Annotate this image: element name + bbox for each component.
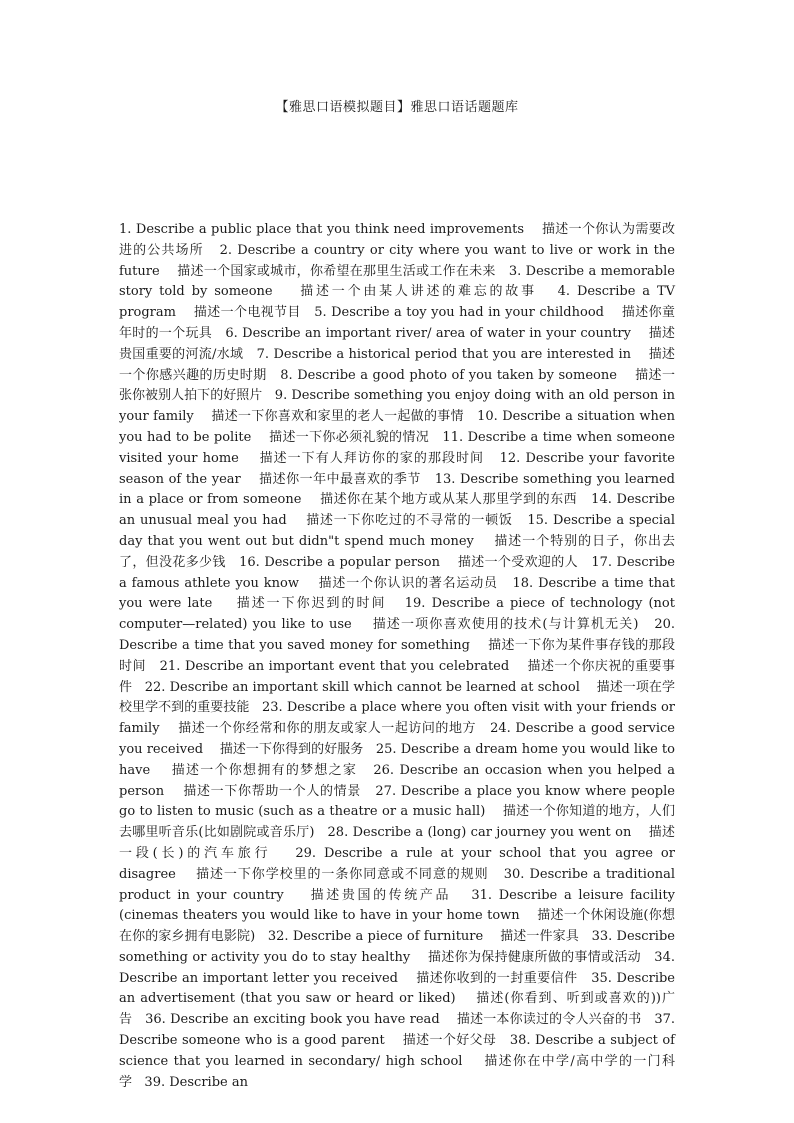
topic-item [255,929,579,944]
topic-number: 24. [490,721,511,737]
topic-number: 8. [280,367,293,383]
topic-english: Describe a leisure facility (cinemas theaters you would like to have in your home town [119,887,676,924]
topic-number: 9. [274,388,288,404]
topic-number: 16. [239,554,260,570]
topic-chinese: 描述一个你感兴趣的历史时期 [119,346,675,383]
topic-english: Describe a special day that you went out but didn"t spend much money [119,513,675,549]
topic-english: Describe a situation when you had to be polite [119,409,675,445]
topic-english: Describe a good service you received [119,721,675,757]
topic-english: Describe a time when someone visited your home [119,429,675,466]
topic-chinese: 描述你一年中最喜欢的季节 [259,471,421,487]
topic-number: 34. [654,949,675,965]
topic-number: 28. [327,825,349,841]
topic-number: 2. [219,242,232,258]
topic-chinese: 描述贵国重要的河流/水域 [119,325,675,362]
topic-number: 10. [477,409,498,425]
topic-number: 18. [512,575,534,591]
topic-number: 26. [373,762,395,778]
topic-english: Describe an occasion when you helped a person [119,762,675,799]
topic-number: 1. [119,222,132,237]
topic-chinese: 描述一个休闲设施(你想在你的家乡拥有电影院) [119,908,676,945]
topic-number: 29. [295,845,317,861]
topic-number: 7. [256,346,270,362]
topic-item [132,1075,248,1090]
topic-english: Describe a traditional product in your country [119,866,675,903]
topic-english: Describe an important event that you celebrated [184,658,510,674]
topic-chinese: 描述(你看到、听到或喜欢的))广告 [119,991,675,1028]
topic-chinese: 描述一个特别的日子，你出去了，但没花多少钱 [119,533,675,570]
topic-english: Describe an [169,1074,248,1090]
topic-item [132,1012,641,1027]
topic-chinese: 描述一项你喜欢使用的技术(与计算机无关) [372,617,639,633]
topic-english: Describe an exciting book you have read [170,1012,440,1028]
topic-chinese: 描述一下有人拜访你的家的那段时间 [259,450,485,466]
topic-chinese: 描述一个你认识的著名运动员 [318,575,498,591]
document-body [119,220,675,1093]
topic-chinese: 描述一下你学校里的一条你同意或不同意的规则 [196,866,489,882]
topic-number: 30. [503,866,525,882]
topic-chinese: 描述一个你想拥有的梦想之家 [171,762,358,778]
topic-number: 31. [471,887,492,903]
topic-chinese: 描述一个国家或城市，你希望在那里生活或工作在未来 [177,263,496,279]
topic-english: Describe a public place that you think need improvements [135,222,525,237]
topic-english: Describe someone who is a good parent [119,1033,385,1049]
topic-english: Describe an important letter you received [119,970,398,986]
topic-chinese: 描述你在中学/高中学的一门科学 [119,1053,676,1090]
topic-chinese: 描述一本你读过的令人兴奋的书 [456,1012,642,1028]
topic-english: Describe a historical period that you are interested in [273,346,631,362]
topic-number: 13. [434,471,456,487]
topic-chinese: 描述一个受欢迎的人 [457,554,578,570]
topic-chinese: 描述你为保持健康所做的事情或活动 [428,949,641,965]
topic-number: 27. [375,783,397,799]
topic-number: 21. [159,658,181,674]
topic-english: Describe a rule at your school that you agree or disagree [119,845,675,882]
topic-chinese: 描述一下你喜欢和家里的老人一起做的事情 [211,409,464,425]
topic-english: Describe an unusual meal you had [119,492,675,529]
topic-number: 12. [499,450,521,466]
topic-chinese: 描述一张你被别人拍下的好照片 [119,367,675,404]
topic-english: Describe a time that you were late [119,575,675,612]
topic-chinese: 描述贵国的传统产品 [310,887,452,903]
topic-number: 37. [654,1012,675,1028]
topic-number: 25. [375,741,397,757]
topic-number: 3. [508,263,522,279]
topic-chinese: 描述一个你庆祝的重要事件 [119,658,675,695]
topic-number: 6. [225,325,238,341]
topic-number: 32. [267,929,289,945]
topic-english: Describe something you learned in a place or from someone [119,471,675,508]
topic-number: 11. [442,429,464,445]
topic-item [226,555,578,570]
topic-chinese: 描述一下你得到的好服务 [219,741,364,757]
topic-english: Describe a time that you saved money for something [119,637,470,653]
topic-chinese: 描述一个你知道的地方，人们去哪里听音乐(比如剧院或音乐厅) [119,804,675,841]
topic-english: Describe something you enjoy doing with an old person in your family [119,388,675,425]
topic-chinese: 描述一段(长)的汽车旅行 [119,825,675,861]
topic-number: 38. [509,1033,531,1049]
topic-english: Describe a place you know where people go to listen to music (such as a theatre or a music hall) [119,783,675,820]
topic-chinese: 描述一个你认为需要改进的公共场所 [119,222,675,258]
topic-chinese: 描述一下你必须礼貌的情况 [269,429,430,445]
topic-english: Describe a memorable story told by someone [119,263,675,300]
topic-english: Describe a famous athlete you know [119,554,675,591]
topic-chinese: 描述一下你为某件事存钱的那段时间 [119,637,676,674]
topic-english: Describe a piece of furniture [292,929,484,945]
topic-number: 35. [591,970,612,986]
topic-english: Describe a subject of science that you learned in secondary/ high school [119,1033,675,1069]
topic-number: 19. [404,596,426,612]
topic-english: Describe an advertisement (that you saw or heard or liked) [119,970,675,1007]
topic-english: Describe a dream home you would like to have [119,741,675,778]
document-title: 【雅思口语模拟题目】雅思口语话题题库 [275,100,519,115]
topic-english: Describe a piece of technology (not computer—related) you like to use [119,596,675,633]
topic-english: Describe a place where you often visit with your friends or family [119,700,675,737]
topic-english: Describe a TV program [119,284,676,321]
topic-chinese: 描述一个你经常和你的朋友或家人一起访问的地方 [178,721,477,737]
topic-number: 22. [144,679,166,695]
topic-chinese: 描述一个好父母 [402,1033,497,1049]
topic-number: 23. [261,700,283,716]
topic-english: Describe a country or city where you want to live or work in the future [119,242,675,279]
topic-number: 17. [591,554,613,570]
topic-number: 39. [144,1074,166,1090]
topic-english: Describe your favorite season of the year [119,450,676,487]
topic-chinese: 描述一件家具 [500,929,579,945]
topic-number: 20. [654,617,675,633]
topic-chinese: 描述一下你吃过的不寻常的一顿饭 [306,513,513,529]
topic-number: 15. [527,513,549,529]
topic-english: Describe something or activity you do to stay healthy [119,929,675,965]
topic-english: Describe an important skill which cannot be learned at school [169,679,580,695]
topic-number: 14. [591,492,612,508]
topic-english: Describe a (long) car journey you went on [352,825,632,841]
topic-chinese: 描述一下你帮助一个人的情景 [183,783,361,799]
topic-english: Describe a popular person [264,554,440,570]
topic-chinese: 描述你在某个地方或从某人那里学到的东西 [320,492,578,508]
topic-chinese: 描述一个电视节目 [193,305,301,321]
topic-chinese: 描述一个由某人讲述的难忘的故事 [300,284,537,300]
topic-english: Describe a toy you had in your childhood [331,305,604,321]
topic-english: Describe a good photo of you taken by someone [297,367,617,383]
topic-chinese: 描述你童年时的一个玩具 [119,305,675,341]
topic-number: 33. [591,929,613,945]
topic-number: 4. [557,284,571,300]
topic-chinese: 描述一下你迟到的时间 [236,596,387,612]
topic-chinese: 描述一项在学校里学不到的重要技能 [119,679,675,716]
topic-english: Describe an important river/ area of water in your country [242,325,631,341]
topic-chinese: 描述你收到的一封重要信件 [416,970,578,986]
topic-number: 5. [314,305,327,321]
topic-number: 36. [145,1012,166,1028]
